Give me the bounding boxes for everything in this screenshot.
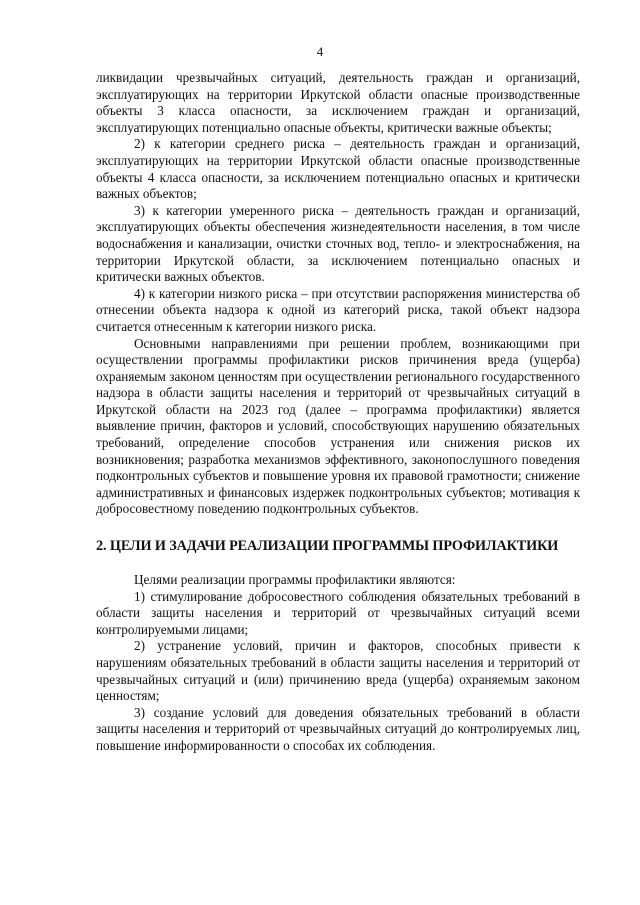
paragraph-goal-2: 2) устранение условий, причин и факторов, способных привести к нарушениям обязательных требований в области защиты населения и территорий от чрезвычайных ситуаций и (или) причинению вреда (ущерба) охраняемым законом ценностям; xyxy=(96,638,580,704)
paragraph-medium-risk: 2) к категории среднего риска – деятельность граждан и организаций, эксплуатирующих на территории Иркутской области опасные производственные объекты 4 класса опасности, за исключением потенциально опасных и критически важных объектов; xyxy=(96,136,580,202)
page-content xyxy=(96,70,580,755)
paragraph-low-risk: 4) к категории низкого риска – при отсутствии распоряжения министерства об отнесении объекта надзора к одной из категорий риска, такой объект надзора считается отнесенным к категории низкого риска. xyxy=(96,285,580,334)
paragraph-continuation: ликвидации чрезвычайных ситуаций, деятельность граждан и организаций, эксплуатирующих на территории Иркутской области опасные производственные объекты 3 класса опасности, за исключением граждан и организаций, эксплуатирующих потенциально опасные объекты, критически важные объекты; xyxy=(96,70,580,135)
page-number: 4 xyxy=(316,44,324,59)
paragraph-goal-3: 3) создание условий для доведения обязательных требований в области защиты населения и территорий от чрезвычайных ситуаций до контролируемых лиц, повышение информированности о способах их соблюдения. xyxy=(96,704,580,753)
paragraph-moderate-risk: 3) к категории умеренного риска – деятельность граждан и организаций, эксплуатирующих объекты обеспечения жизнедеятельности населения, в том числе водоснабжения и канализации, очистки сточных вод, тепло- и электроснабжения, на территории Иркутской области, за исключением потенциально опасных и критически важных объектов. xyxy=(96,202,580,285)
paragraph-main-directions: Основными направлениями при решении проблем, возникающими при осуществлении программы профилактики рисков причинения вреда (ущерба) охраняемым законом ценностям при осуществлении регионального государственного надзора в области защиты населения и территорий от чрезвычайных ситуаций в Иркутской области на 2023 год (далее – программа профилактики) является выявление причин, факторов и условий, способствующих нарушению обязательных требований, определение способов устранения или снижения рисков их возникновения; разработка механизмов эффективного, законопослушного поведения подконтрольных субъектов и повышение уровня их правовой грамотности; снижение административных и финансовых издержек подконтрольных субъектов; мотивация к добросовестному поведению подконтрольных субъектов. xyxy=(96,335,580,517)
paragraph-goals-intro: Целями реализации программы профилактики являются: xyxy=(134,572,456,588)
section-heading: 2. ЦЕЛИ И ЗАДАЧИ РЕАЛИЗАЦИИ ПРОГРАММЫ ПРОФИЛАКТИКИ xyxy=(96,538,559,555)
paragraph-goal-1: 1) стимулирование добросовестного соблюдения обязательных требований в области защиты населения и территорий от чрезвычайных ситуаций всеми контролируемыми лицами; xyxy=(96,588,580,637)
